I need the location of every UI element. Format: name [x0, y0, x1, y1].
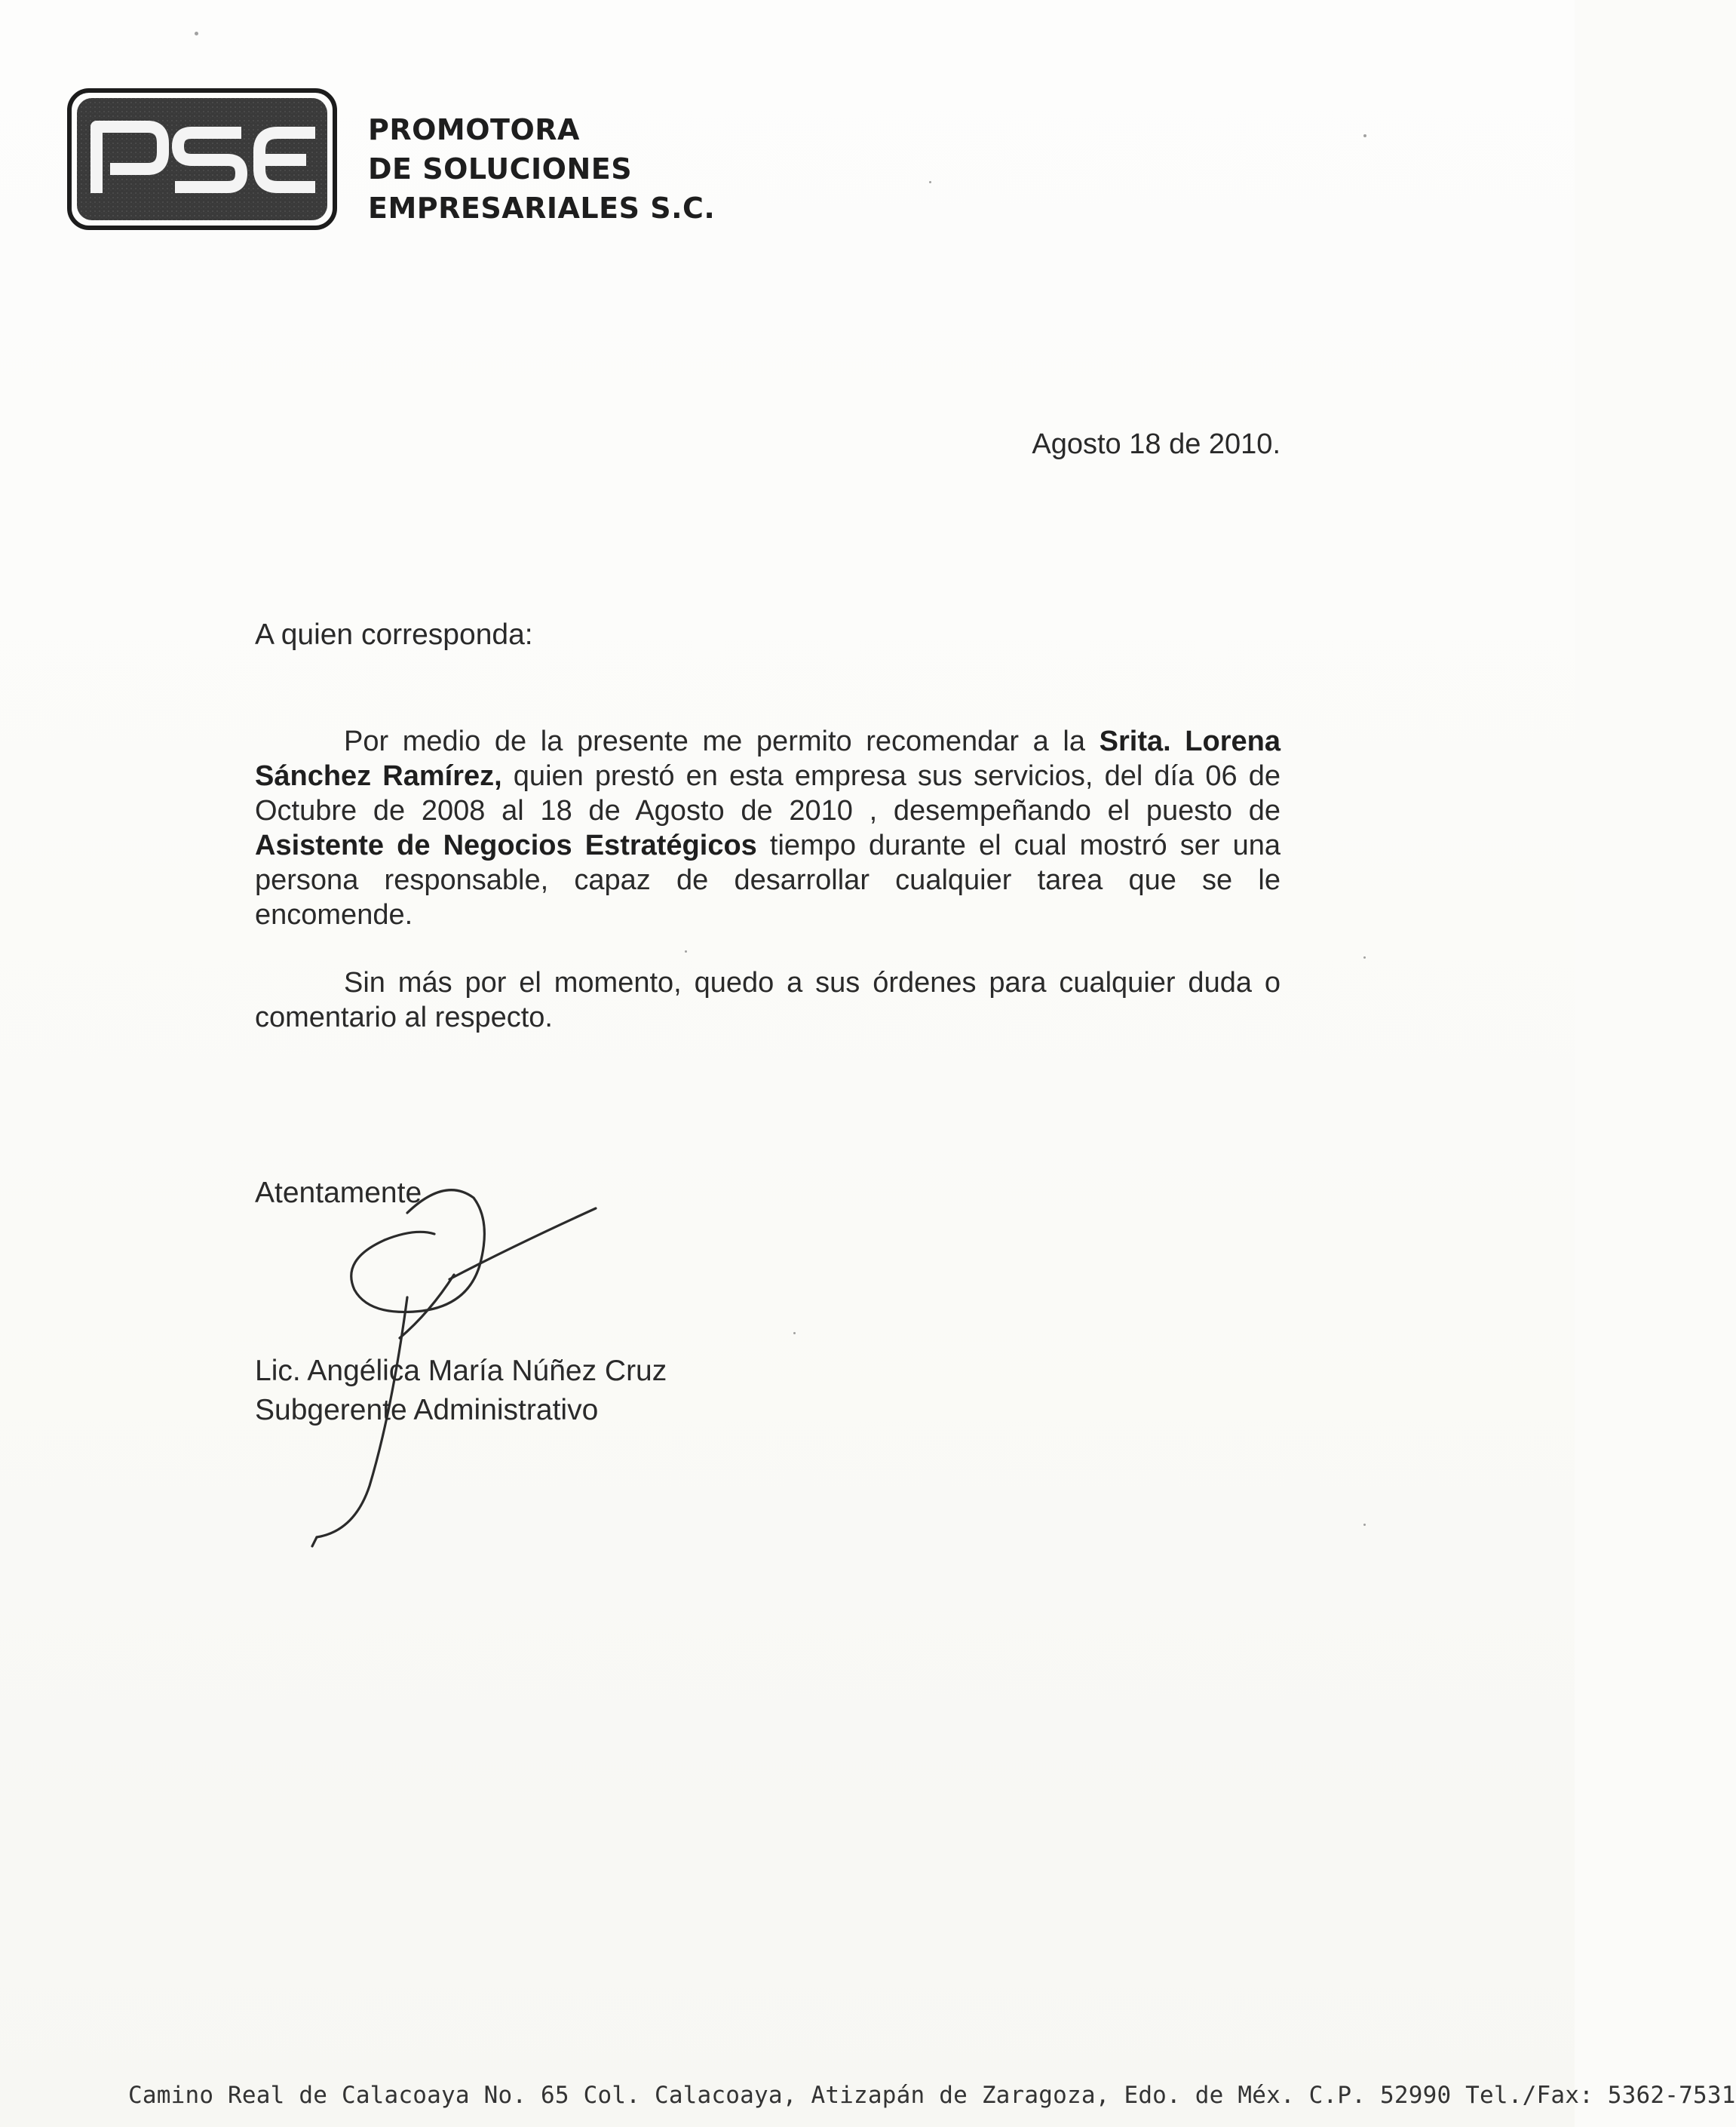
company-name: [368, 110, 715, 228]
paragraph2-text: Sin más por el momento, quedo a sus órdenes para cualquier duda o comentario al respecto.: [255, 967, 1281, 1033]
scan-speck: [685, 950, 687, 953]
letter-date: Agosto 18 de 2010.: [1032, 428, 1281, 460]
paragraph1-text-1: Por medio de la presente me permito recomendar a la: [344, 726, 1100, 757]
paragraph1-text-2: quien prestó en esta empresa sus servicios, del día 06 de Octubre de 2008 al 18 de Agosto de 2010 , desempeñando el puesto de: [255, 760, 1281, 827]
company-line-1: PROMOTORA: [368, 113, 580, 146]
scan-speck: [1363, 956, 1366, 959]
recommendation-paragraph: [255, 724, 1281, 932]
company-logo: [66, 87, 338, 231]
employee-name: Srita. Lorena Sánchez Ramírez,: [255, 726, 1281, 792]
company-line-3: EMPRESARIALES S.C.: [368, 192, 716, 225]
signer-title: Subgerente Administrativo: [255, 1394, 599, 1426]
employee-position: Asistente de Negocios Estratégicos: [255, 830, 757, 861]
closing-paragraph: [255, 965, 1281, 1035]
scan-speck: [1363, 1524, 1366, 1526]
footer-address: Camino Real de Calacoaya No. 65 Col. Calacoaya, Atizapán de Zaragoza, Edo. de Méx. C.P. 52990 Tel./Fax: 5362-7531: [128, 2082, 1736, 2109]
company-line-2: DE SOLUCIONES: [368, 152, 633, 186]
scan-speck: [195, 32, 198, 35]
signer-name: Lic. Angélica María Núñez Cruz: [255, 1355, 667, 1387]
closing-word: Atentamente: [255, 1177, 422, 1209]
paragraph1-text-3: tiempo durante el cual mostró ser una persona responsable, capaz de desarrollar cualquier tarea que se le encomende.: [255, 830, 1281, 931]
salutation: A quien corresponda:: [255, 618, 533, 651]
scan-speck: [1363, 134, 1366, 137]
signer-block: [255, 1352, 667, 1430]
scan-speck: [793, 1332, 796, 1334]
scan-speck: [929, 181, 931, 183]
